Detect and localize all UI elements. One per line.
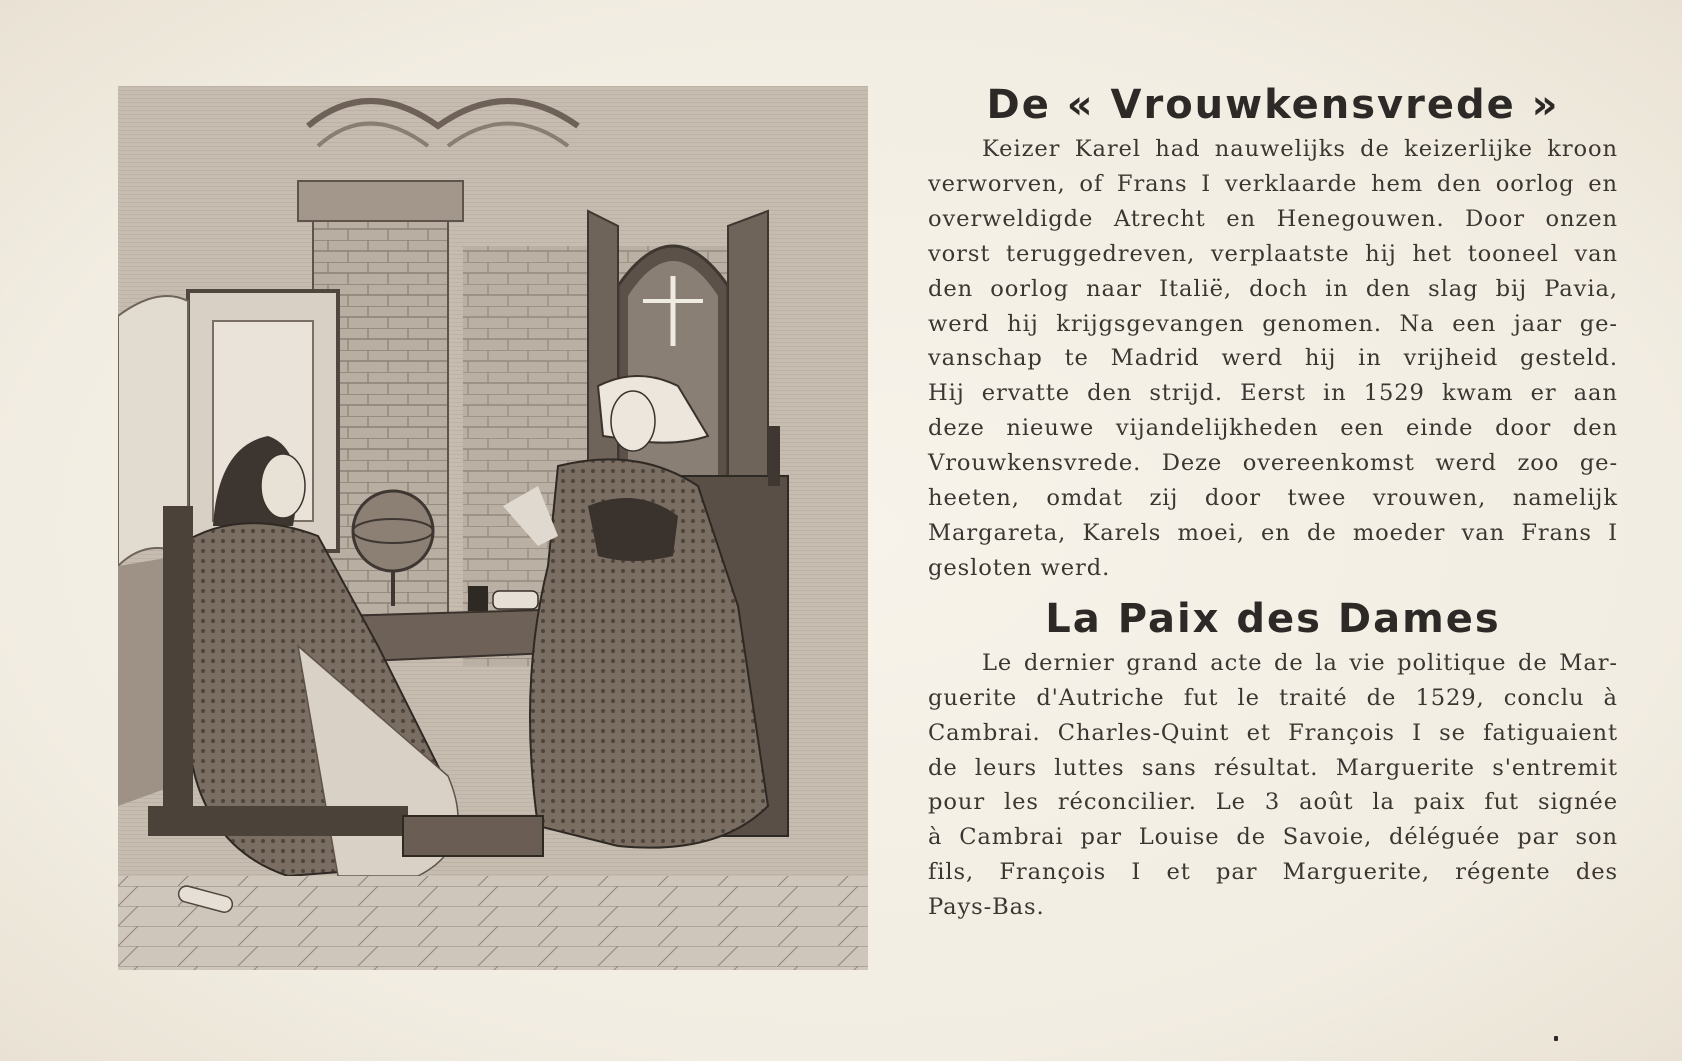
- word: Vrouwkensvrede.: [928, 450, 1142, 477]
- text-line: [928, 307, 1618, 342]
- word: hij: [1365, 240, 1397, 267]
- word: namelijk: [1512, 485, 1618, 512]
- word: par: [1080, 824, 1122, 851]
- french-title: La Paix des Dames: [1045, 595, 1501, 642]
- word: aan: [1573, 380, 1618, 407]
- word: se: [1439, 719, 1466, 746]
- word: sans: [1141, 754, 1197, 781]
- word: kroon: [1547, 136, 1618, 162]
- word: ge-: [1579, 450, 1618, 477]
- word: d'Autriche: [1036, 684, 1165, 711]
- word: de: [928, 754, 958, 781]
- word: 1529,: [1415, 684, 1485, 711]
- word: doch: [1249, 275, 1308, 302]
- word: vrouwen,: [1372, 485, 1487, 512]
- word: genomen.: [1262, 310, 1382, 337]
- text-line: [928, 681, 1618, 716]
- word: de: [1360, 136, 1390, 162]
- word: en: [1588, 170, 1618, 197]
- word: Le: [982, 649, 1013, 676]
- word: zoo: [1517, 450, 1560, 477]
- word: fatiguaient: [1483, 719, 1618, 746]
- word: den: [1572, 415, 1618, 442]
- word: Door: [1465, 205, 1525, 232]
- word: verworven,: [928, 170, 1066, 197]
- word: de: [1518, 649, 1548, 676]
- word: et: [1246, 719, 1271, 746]
- word: overeenkomst: [1242, 450, 1415, 477]
- word: Charles-Quint: [1057, 719, 1230, 746]
- word: den: [928, 275, 974, 302]
- word: à: [928, 824, 943, 851]
- word: het: [1412, 240, 1453, 267]
- word: résultat.: [1213, 754, 1319, 781]
- word: grand: [1126, 649, 1199, 676]
- word: tooneel: [1467, 240, 1559, 267]
- word: la: [1315, 649, 1338, 676]
- word: I: [1412, 719, 1422, 746]
- word: Frans: [1116, 170, 1188, 197]
- text-line: [928, 481, 1618, 516]
- text-line: [928, 167, 1618, 202]
- word: slag: [1428, 275, 1479, 302]
- word: vorst: [928, 240, 991, 267]
- word: gesteld.: [1520, 345, 1618, 372]
- word: en: [1226, 205, 1256, 232]
- word: den: [1436, 170, 1482, 197]
- word: I: [1201, 170, 1212, 197]
- text-line: [928, 411, 1618, 446]
- word: août: [1299, 789, 1354, 816]
- word: er: [1530, 380, 1557, 407]
- word: Eerst: [1240, 380, 1306, 407]
- word: Marguerite: [1335, 754, 1475, 781]
- word: krijgsgevangen: [1056, 310, 1245, 337]
- word: moei,: [1177, 519, 1245, 546]
- text-line: [928, 237, 1618, 272]
- word: heeten,: [928, 485, 1020, 512]
- word: werd: [1435, 450, 1497, 477]
- text-line: Pays-Bas.: [928, 894, 1045, 921]
- word: keizerlijke: [1404, 136, 1533, 162]
- word: la: [1372, 789, 1395, 816]
- word: door: [1204, 485, 1261, 512]
- text-line: gesloten werd.: [928, 554, 1111, 581]
- word: par: [1517, 824, 1559, 851]
- word: Mar-: [1559, 649, 1618, 676]
- word: à: [1603, 684, 1618, 711]
- word: paix: [1413, 789, 1466, 816]
- text-line: [928, 272, 1618, 307]
- word: Deze: [1161, 450, 1223, 477]
- word: Savoie,: [1282, 824, 1373, 851]
- word: oorlog: [1495, 170, 1575, 197]
- word: fils,: [928, 859, 975, 886]
- word: 1529: [1363, 380, 1425, 407]
- word: deze: [928, 415, 985, 442]
- word: vanschap: [928, 345, 1043, 372]
- word: bij: [1495, 275, 1528, 302]
- word: fut: [1183, 684, 1219, 711]
- word: had: [1155, 136, 1201, 162]
- word: vie: [1349, 649, 1386, 676]
- word: moeder: [1352, 519, 1446, 546]
- word: de: [1366, 684, 1397, 711]
- word: Keizer: [982, 136, 1061, 162]
- word: Frans: [1521, 519, 1592, 546]
- text-line: [928, 820, 1618, 855]
- dutch-title: De « Vrouwkensvrede »: [986, 82, 1560, 128]
- word: nieuwe: [1006, 415, 1095, 442]
- text-line: [928, 716, 1618, 751]
- word: Le: [1215, 789, 1246, 816]
- text-line: [928, 751, 1618, 786]
- word: oorlog: [990, 275, 1069, 302]
- word: jaar: [1513, 310, 1563, 337]
- word: Karel: [1074, 136, 1141, 162]
- word: François: [999, 859, 1107, 886]
- word: Cambrai: [959, 824, 1064, 851]
- text-line: [928, 855, 1618, 890]
- word: son: [1575, 824, 1618, 851]
- word: régente: [1455, 859, 1551, 886]
- word: strijd.: [1149, 380, 1223, 407]
- word: de: [1274, 649, 1304, 676]
- word: politique: [1397, 649, 1507, 676]
- word: hem: [1371, 170, 1424, 197]
- word: in: [1358, 345, 1382, 372]
- word: van: [1574, 240, 1618, 267]
- word: twee: [1287, 485, 1347, 512]
- word: naar: [1086, 275, 1143, 302]
- text-line: [928, 446, 1618, 481]
- word: les: [1003, 789, 1039, 816]
- word: traité: [1279, 684, 1348, 711]
- word: le: [1237, 684, 1260, 711]
- word: in: [1325, 275, 1349, 302]
- word: dernier: [1023, 649, 1115, 676]
- word: omdat: [1046, 485, 1123, 512]
- word: Karels: [1082, 519, 1162, 546]
- engraving-illustration: [118, 86, 868, 970]
- word: réconcilier.: [1057, 789, 1197, 816]
- word: fut: [1484, 789, 1520, 816]
- word: den: [1087, 380, 1133, 407]
- print-speck: [1554, 1036, 1558, 1041]
- word: s'entremit: [1492, 754, 1618, 781]
- word: des: [1575, 859, 1618, 886]
- word: Atrecht: [1113, 205, 1206, 232]
- word: Henegouwen.: [1276, 205, 1445, 232]
- word: onzen: [1545, 205, 1618, 232]
- word: Louise: [1138, 824, 1220, 851]
- word: et: [1166, 859, 1191, 886]
- word: zij: [1149, 485, 1179, 512]
- word: acte: [1210, 649, 1263, 676]
- text-line: [928, 516, 1618, 551]
- word: I: [1131, 859, 1142, 886]
- word: overweldigde: [928, 205, 1094, 232]
- word: door: [1495, 415, 1552, 442]
- word: ge-: [1579, 310, 1618, 337]
- dutch-paragraph: [928, 132, 1618, 586]
- word: nauwelijks: [1214, 136, 1346, 162]
- word: vrijheid: [1403, 345, 1499, 372]
- word: Margareta,: [928, 519, 1067, 546]
- word: hij: [1007, 310, 1039, 337]
- word: ervatte: [981, 380, 1070, 407]
- text-line: [928, 202, 1618, 237]
- word: werd: [928, 310, 990, 337]
- word: conclu: [1503, 684, 1585, 711]
- text-line: [928, 646, 1618, 681]
- word: vijandelijkheden: [1115, 415, 1319, 442]
- word: en: [1261, 519, 1291, 546]
- word: déléguée: [1389, 824, 1501, 851]
- word: par: [1215, 859, 1258, 886]
- word: I: [1608, 519, 1618, 546]
- word: hij: [1304, 345, 1337, 372]
- word: 3: [1264, 789, 1281, 816]
- word: Italië,: [1159, 275, 1232, 302]
- word: guerite: [928, 684, 1018, 711]
- text-line: [928, 341, 1618, 376]
- word: of: [1079, 170, 1104, 197]
- word: verklaarde: [1224, 170, 1358, 197]
- french-paragraph: [928, 646, 1618, 925]
- word: kwam: [1441, 380, 1514, 407]
- word: den: [1365, 275, 1411, 302]
- word: een: [1340, 415, 1385, 442]
- word: een: [1452, 310, 1497, 337]
- word: teruggedreven,: [1006, 240, 1196, 267]
- word: Madrid: [1110, 345, 1200, 372]
- text-line: [928, 376, 1618, 411]
- word: Marguerite,: [1282, 859, 1431, 886]
- text-line: [928, 785, 1618, 820]
- text-line: [928, 132, 1618, 167]
- word: François: [1288, 719, 1395, 746]
- word: de: [1306, 519, 1337, 546]
- word: werd: [1221, 345, 1284, 372]
- word: luttes: [1054, 754, 1125, 781]
- word: signée: [1538, 789, 1618, 816]
- word: te: [1064, 345, 1089, 372]
- text-column: [928, 78, 1618, 925]
- word: pour: [928, 789, 986, 816]
- word: Cambrai.: [928, 719, 1041, 746]
- word: Hij: [928, 380, 965, 407]
- word: van: [1461, 519, 1506, 546]
- word: Na: [1399, 310, 1435, 337]
- word: in: [1323, 380, 1347, 407]
- word: leurs: [974, 754, 1037, 781]
- word: Pavia,: [1544, 275, 1618, 302]
- word: de: [1236, 824, 1266, 851]
- word: verplaatste: [1210, 240, 1350, 267]
- word: einde: [1405, 415, 1474, 442]
